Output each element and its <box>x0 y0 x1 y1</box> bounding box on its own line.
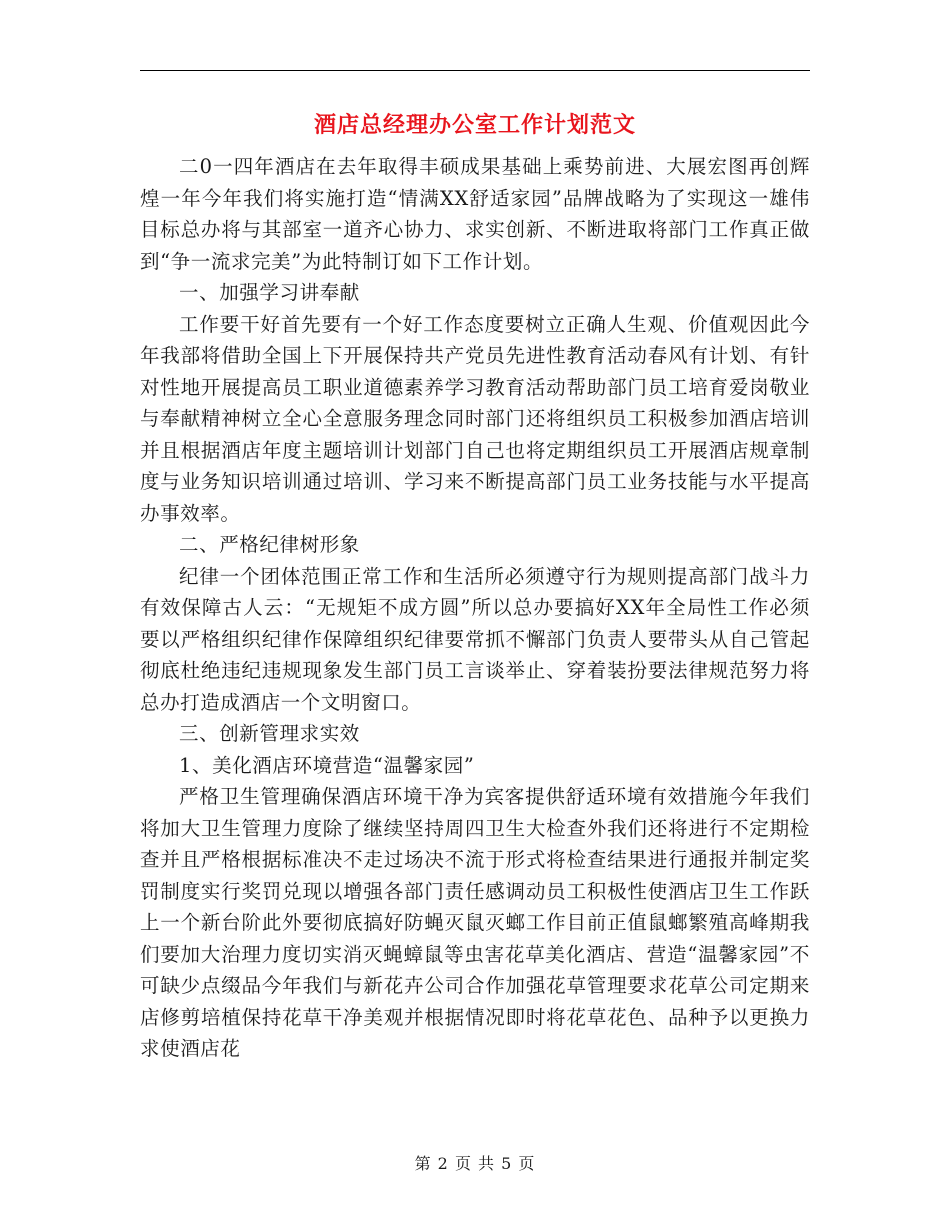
document-title: 酒店总经理办公室工作计划范文 <box>313 113 636 138</box>
section-heading-1: 一、加强学习讲奉献 <box>179 281 360 304</box>
subsection-heading-3-1: 1、美化酒店环境营造“温馨家园” <box>179 753 475 777</box>
section-2-paragraph: 纪律一个团体范围正常工作和生活所必须遵守行为规则提高部门战斗力有效保障古人云：“无规矩不成方圆”所以总办要搞好XX年全局性工作必须要以严格组织纪律作保障组织纪律要常抓不懈部门负责人要带头从自己管起彻底杜绝违纪违规现象发生部门员工言谈举止、穿着装扮要法律规范努力将总办打造成酒店一个文明窗口。 <box>140 564 810 714</box>
section-heading-3: 三、创新管理求实效 <box>179 722 360 745</box>
subsection-3-1-paragraph: 严格卫生管理确保酒店环境干净为宾客提供舒适环境有效措施今年我们将加大卫生管理力度除了继续坚持周四卫生大检查外我们还将进行不定期检查并且严格根据标准决不走过场决不流于形式将检查结果进行通报并制定奖罚制度实行奖罚兑现以增强各部门责任感调动员工积极性使酒店卫生工作跃上一个新台阶此外要彻底搞好防蝇灭鼠灭螂工作目前正值鼠螂繁殖高峰期我们要加大治理力度切实消灭蝇蟑鼠等虫害花草美化酒店、营造“温馨家园”不可缺少点缀品今年我们与新花卉公司合作加强花草管理要求花草公司定期来店修剪培植保持花草干净美观并根据情况即时将花草花色、品种予以更换力求使酒店花 <box>140 785 810 1060</box>
intro-paragraph: 二0一四年酒店在去年取得丰硕成果基础上乘势前进、大展宏图再创辉煌一年今年我们将实施打造“情满XX舒适家园”品牌战略为了实现这一雄伟目标总办将与其部室一道齐心协力、求实创新、不断进取将部门工作真正做到“争一流求完美”为此特制订如下工作计划。 <box>140 155 810 273</box>
section-1-paragraph: 工作要干好首先要有一个好工作态度要树立正确人生观、价值观因此今年我部将借助全国上下开展保持共产党员先进性教育活动春风有计划、有针对性地开展提高员工职业道德素养学习教育活动帮助部门员工培育爱岗敬业与奉献精神树立全心全意服务理念同时部门还将组织员工积极参加酒店培训并且根据酒店年度主题培训计划部门自己也将定期组织员工开展酒店规章制度与业务知识培训通过培训、学习来不断提高部门员工业务技能与水平提高办事效率。 <box>140 312 810 525</box>
page-number-footer: 第 2 页 共 5 页 <box>414 1154 536 1173</box>
section-heading-2: 二、严格纪律树形象 <box>179 533 360 556</box>
document-body <box>140 151 810 1065</box>
header-rule <box>140 70 810 71</box>
